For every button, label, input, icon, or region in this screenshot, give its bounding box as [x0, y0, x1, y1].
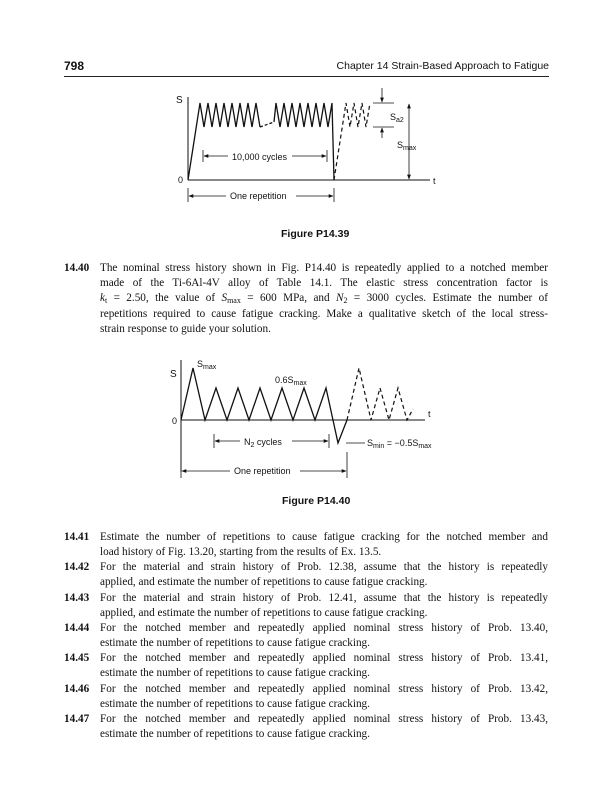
page-number: 798 [64, 59, 85, 73]
problem-text-line: made of the Ti-6Al-4V alloy of Table 14.1. The elastic stress concentration factor is [100, 277, 548, 290]
problem-text-line: Estimate the number of repetitions to cause fatigue cracking for the notched member and [100, 531, 548, 543]
problem-text-line: For the notched member and repeatedly applied nominal stress history of Prob. 13.40, [100, 622, 548, 634]
problem-text-line: For the material and strain history of Prob. 12.41, assume that the history is repeatedly [100, 592, 548, 604]
fig1-axis-x-label: t [433, 176, 436, 186]
fig2-rep-label: One repetition [234, 466, 291, 476]
problem-number: 14.42 [64, 561, 90, 573]
fig1-smax-label: $S_{max}$ [397, 140, 417, 152]
problem-14-45 [64, 651, 548, 681]
smax-subscript: max [227, 296, 241, 306]
problem-number: 14.44 [64, 622, 90, 634]
fig2-smin-label: $S_{min} = -0.5S_{max}$ [367, 438, 432, 450]
problem-number: 14.46 [64, 683, 90, 695]
problem-text-line: For the notched member and repeatedly applied nominal stress history of Prob. 13.41, [100, 652, 548, 664]
problem-14-44 [64, 621, 548, 651]
fig1-cycles-label: 10,000 cycles [232, 152, 288, 162]
fig2-stress-history [181, 368, 347, 443]
fig2-06smax-label: $0.6S_{max}$ [275, 375, 307, 387]
running-head: Chapter 14 Strain-Based Approach to Fatigue [336, 60, 549, 72]
figure-caption-p14-40: Figure P14.40 [282, 495, 351, 507]
figure-caption-p14-39: Figure P14.39 [281, 228, 350, 240]
problem-text-line: estimate the number of repetitions to cause fatigue cracking. [100, 728, 370, 741]
problem-text-line: The nominal stress history shown in Fig. P14.40 is repeatedly applied to a notched member [100, 262, 548, 274]
text-segment: = 600 MPa, and [240, 292, 337, 305]
problem-text-line: applied, and estimate the number of repetitions to cause fatigue cracking. [100, 576, 428, 589]
problem-text-line: estimate the number of repetitions to cause fatigue cracking. [100, 698, 370, 711]
problem-14-46 [64, 682, 548, 712]
n2-subscript: 2 [343, 296, 348, 306]
problem-text-line: For the notched member and repeatedly applied nominal stress history of Prob. 13.43, [100, 713, 548, 725]
smax-symbol: S [221, 292, 228, 305]
problem-number: 14.41 [64, 531, 90, 543]
fig2-next-repetition [347, 368, 413, 420]
problem-text-line: load history of Fig. 13.20, starting from the results of Ex. 13.5. [100, 546, 382, 559]
text-segment: = 3000 cycles. Estimate the number of [347, 292, 548, 305]
problem-number: 14.40 [64, 262, 90, 274]
problem-text-line: For the material and strain history of Prob. 12.38, assume that the history is repeatedly [100, 561, 548, 573]
problem-number: 14.47 [64, 713, 90, 725]
kt-subscript: t [104, 296, 108, 306]
problem-text-line: strain response to guide your solution. [100, 322, 271, 335]
problem-14-41 [64, 530, 548, 560]
n2-symbol: N [336, 292, 344, 305]
problem-number: 14.45 [64, 652, 90, 664]
fig2-axis-y-label: S [170, 369, 177, 380]
problem-text-line: applied, and estimate the number of repetitions to cause fatigue cracking. [100, 607, 428, 620]
fig2-n2-label: $N_2$ cycles [244, 437, 282, 449]
problem-number: 14.43 [64, 592, 90, 604]
problem-14-43 [64, 591, 548, 621]
problem-14-47 [64, 712, 548, 742]
problem-text-line: estimate the number of repetitions to cause fatigue cracking. [100, 637, 370, 650]
fig2-origin-label: 0 [172, 416, 178, 426]
fig2-smax-label: $S_{max}$ [197, 359, 217, 371]
kt-symbol: k [100, 292, 105, 305]
fig1-origin-label: 0 [178, 175, 184, 185]
text-segment: = 2.50, the value of [107, 292, 222, 305]
fig2-axis-x-label: t [428, 409, 431, 419]
problem-text-line: estimate the number of repetitions to cause fatigue cracking. [100, 667, 370, 680]
problem-text-line: For the notched member and repeatedly applied nominal stress history of Prob. 13.42, [100, 683, 548, 695]
fig1-rep-label: One repetition [230, 191, 287, 201]
fig1-axis-y-label: S [176, 95, 183, 106]
problem-text-line: repetitions required to cause fatigue cracking. Make a qualitative sketch of the local stress- [100, 307, 548, 320]
problem-14-42 [64, 560, 548, 590]
fig1-sa2-label: $S_{a2}$ [390, 112, 404, 124]
